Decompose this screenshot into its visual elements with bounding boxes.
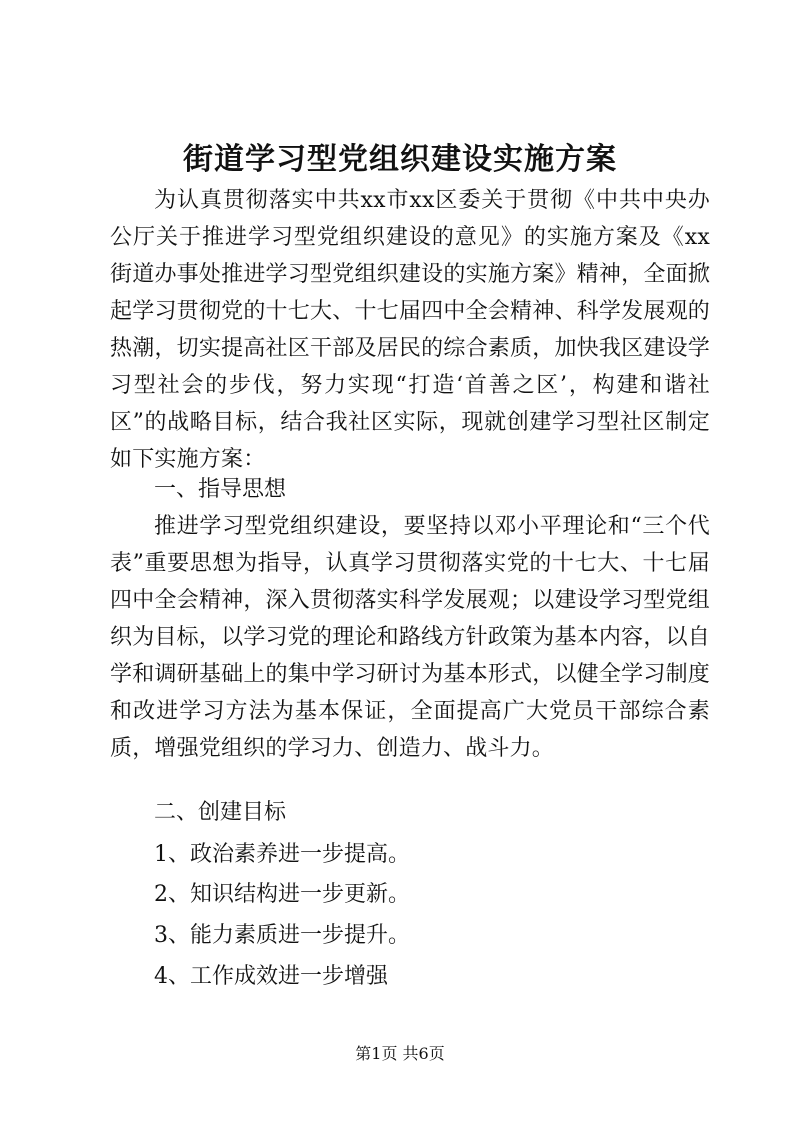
goal-item-1: 1、政治素养进一步提高。: [154, 842, 410, 867]
page-footer: 第1页 共6页: [355, 1044, 445, 1063]
section1-block: [110, 508, 710, 767]
goal-item-3: 3、能力素质进一步提升。: [154, 923, 410, 948]
goal-item-2: 2、知识结构进一步更新。: [154, 882, 410, 907]
goal-item-4: 4、工作成效进一步增强: [154, 964, 388, 989]
section1-heading: 一、指导思想: [154, 477, 287, 502]
intro-paragraph: 为认真贯彻落实中共xx市xx区委关于贯彻《中共中央办公厅关于推进学习型党组织建设的意见》的实施方案及《xx街道办事处推进学习型党组织建设的实施方案》精神，全面掀起学习贯彻党的十七大、十七届四中全会精神、科学发展观的热潮，切实提高社区干部及居民的综合素质，加快我区建设学习型社会的步伐，努力实现“打造‘首善之区’，构建和谐社区”的战略目标，结合我社区实际，现就创建学习型社区制定如下实施方案：: [110, 188, 710, 472]
section1-paragraph: 推进学习型党组织建设，要坚持以邓小平理论和“三个代表”重要思想为指导，认真学习贯彻落实党的十七大、十七届四中全会精神，深入贯彻落实科学发展观；以建设学习型党组织为目标，以学习党的理论和路线方针政策为基本内容，以自学和调研基础上的集中学习研讨为基本形式，以健全学习制度和改进学习方法为基本保证，全面提高广大党员干部综合素质，增强党组织的学习力、创造力、战斗力。: [110, 514, 710, 761]
intro-block: [110, 182, 710, 478]
section2-heading: 二、创建目标: [154, 800, 287, 825]
document-title: 街道学习型党组织建设实施方案: [183, 142, 617, 177]
